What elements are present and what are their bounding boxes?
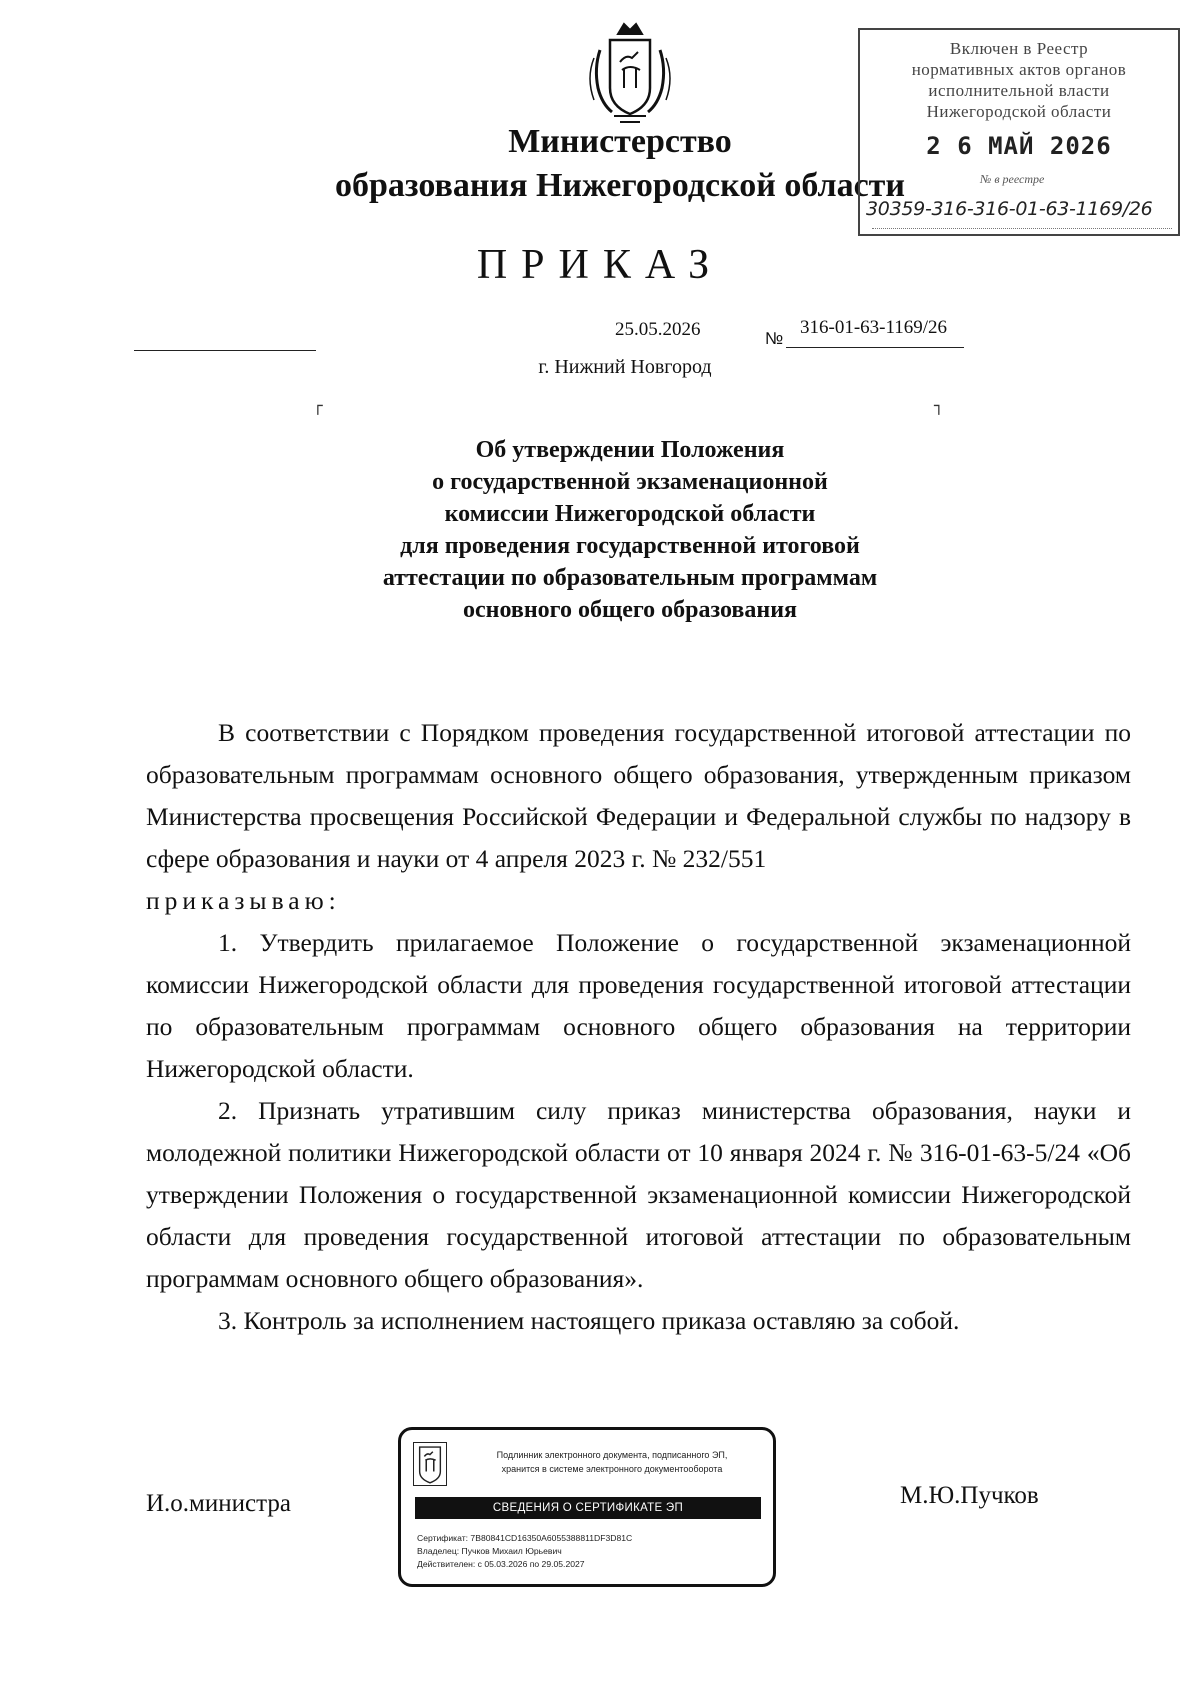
stamp-line-3: исполнительной власти	[928, 81, 1110, 100]
order-body	[146, 712, 1131, 1342]
subject-line-6: основного общего образования	[462, 597, 798, 623]
order-date: 25.05.2026	[615, 319, 701, 340]
stamp-registry-label: № в реестре	[980, 172, 1045, 186]
order-number: 316-01-63-1169/26	[800, 317, 948, 338]
esig-header	[453, 1448, 771, 1476]
registry-stamp	[858, 28, 1180, 236]
order-title: ПРИКАЗ	[476, 242, 724, 288]
subject-line-5: аттестации по образовательным программам	[382, 565, 878, 591]
subject-line-1: Об утверждении Положения	[475, 437, 785, 463]
stamp-line-1: Включен в Реестр	[949, 39, 1089, 58]
order-city: г. Нижний Новгород	[538, 356, 712, 378]
esig-header-line-1: Подлинник электронного документа, подписанного ЭП,	[496, 1450, 728, 1460]
esig-details	[417, 1532, 632, 1571]
number-sign: №	[765, 329, 784, 348]
ministry-line-1: Министерство	[508, 123, 732, 160]
blank-line	[134, 350, 316, 351]
deer-emblem-icon	[413, 1442, 447, 1486]
order-item-3: 3. Контроль за исполнением настоящего приказа оставляю за собой.	[218, 1306, 960, 1335]
order-item-2: 2. Признать утратившим силу приказ министерства образования, науки и молодежной политики Нижегородской области от 10 января 2024 г. № 316-01-63-5/24 «Об утверждении Положения о государственной экзаменационной комиссии Нижегородской области для проведения государственной итоговой аттестации по образовательным программам основного общего образования».	[146, 1096, 1131, 1293]
order-item-1: 1. Утвердить прилагаемое Положение о государственной экзаменационной комиссии Нижегородской области для проведения государственной итоговой аттестации по образовательным программам основного общего образования на территории Нижегородской области.	[146, 928, 1131, 1083]
order-number-underline	[786, 347, 964, 348]
subject-line-2: о государственной экзаменационной	[432, 469, 828, 495]
stamp-text	[860, 38, 1178, 122]
corner-mark-right: ┐	[934, 396, 944, 415]
preamble-paragraph: В соответствии с Порядком проведения государственной итоговой аттестации по образовательным программам основного общего образования, утвержденным приказом Министерства просвещения Российской Федерации и Федеральной службы по надзору в сфере образования и науки от 4 апреля 2023 г. № 232/551	[146, 718, 1131, 873]
subject-line-3: комиссии Нижегородской области	[444, 501, 816, 527]
esig-certificate-bar: СВЕДЕНИЯ О СЕРТИФИКАТЕ ЭП	[415, 1497, 761, 1519]
esig-owner: Владелец: Пучков Михаил Юрьевич	[417, 1546, 562, 1556]
esig-valid: Действителен: с 05.03.2026 по 29.05.2027	[417, 1559, 585, 1569]
electronic-signature-block	[398, 1427, 776, 1587]
signatory-title: И.о.министра	[146, 1490, 291, 1517]
ministry-line-2: образования Нижегородской области	[335, 167, 905, 204]
esig-certificate: Сертификат: 7B80841CD16350A6055388811DF3D81C	[417, 1533, 633, 1543]
stamp-line-4: Нижегородской области	[926, 102, 1112, 121]
stamp-footer-line	[872, 220, 1172, 229]
order-subject	[300, 434, 960, 626]
order-word: приказываю:	[146, 886, 341, 915]
subject-line-4: для проведения государственной итоговой	[400, 533, 860, 559]
corner-mark-left: ┌	[313, 396, 323, 415]
stamp-date: 2 6 МАЙ 2026	[926, 132, 1112, 160]
ministry-header	[290, 120, 950, 208]
coat-of-arms-icon	[580, 18, 680, 130]
signatory-name: М.Ю.Пучков	[900, 1482, 1039, 1509]
stamp-line-2: нормативных актов органов	[911, 60, 1127, 79]
esig-header-line-2: хранится в системе электронного документооборота	[501, 1464, 723, 1474]
stamp-registry-number: 30359-316-316-01-63-1169/26	[866, 198, 1153, 220]
